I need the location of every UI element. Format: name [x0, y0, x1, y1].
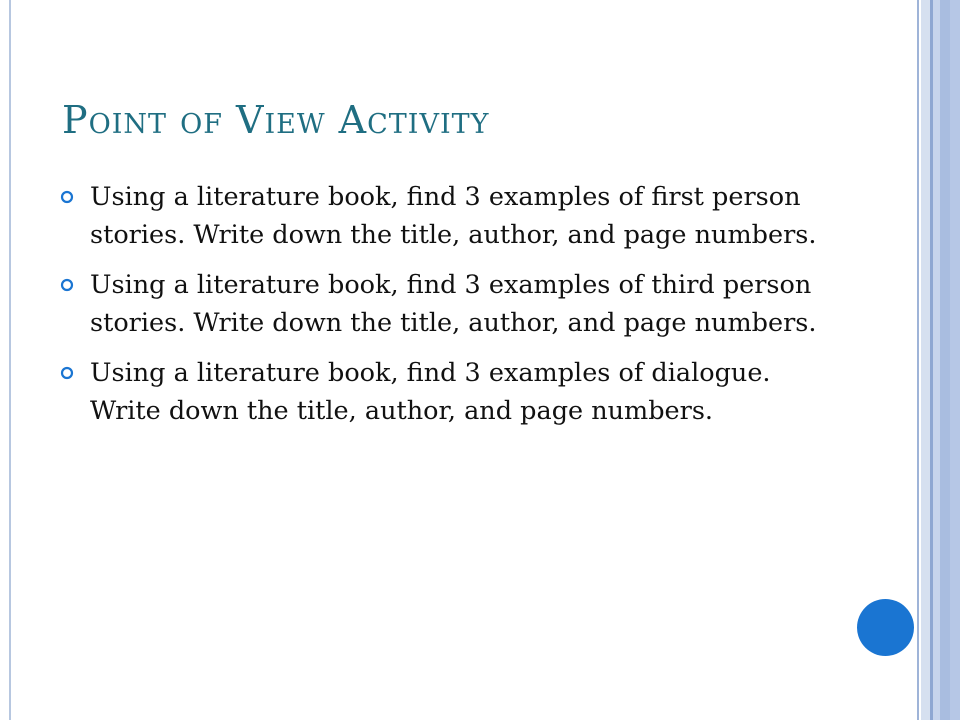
bullet-item — [58, 266, 818, 342]
open-circle-bullet-icon — [60, 366, 74, 380]
right-stripe — [921, 0, 930, 720]
open-circle-bullet-icon — [60, 190, 74, 204]
right-stripe — [933, 0, 940, 720]
left-frame-line — [9, 0, 11, 720]
right-stripe — [940, 0, 950, 720]
bullet-list — [58, 178, 818, 442]
bullet-item — [58, 178, 818, 254]
open-circle-bullet-icon — [60, 278, 74, 292]
bullet-text: Using a literature book, find 3 examples of first person stories. Write down the title, author, and page numbers. — [90, 182, 817, 250]
right-stripe — [917, 0, 919, 720]
right-stripe — [950, 0, 960, 720]
bullet-text: Using a literature book, find 3 examples of dialogue. Write down the title, author, and page numbers. — [90, 358, 771, 426]
blue-dot-icon — [857, 599, 914, 656]
bullet-item — [58, 354, 818, 430]
bullet-text: Using a literature book, find 3 examples of third person stories. Write down the title, author, and page numbers. — [90, 270, 817, 338]
slide-title: Point of View Activity — [62, 98, 490, 142]
